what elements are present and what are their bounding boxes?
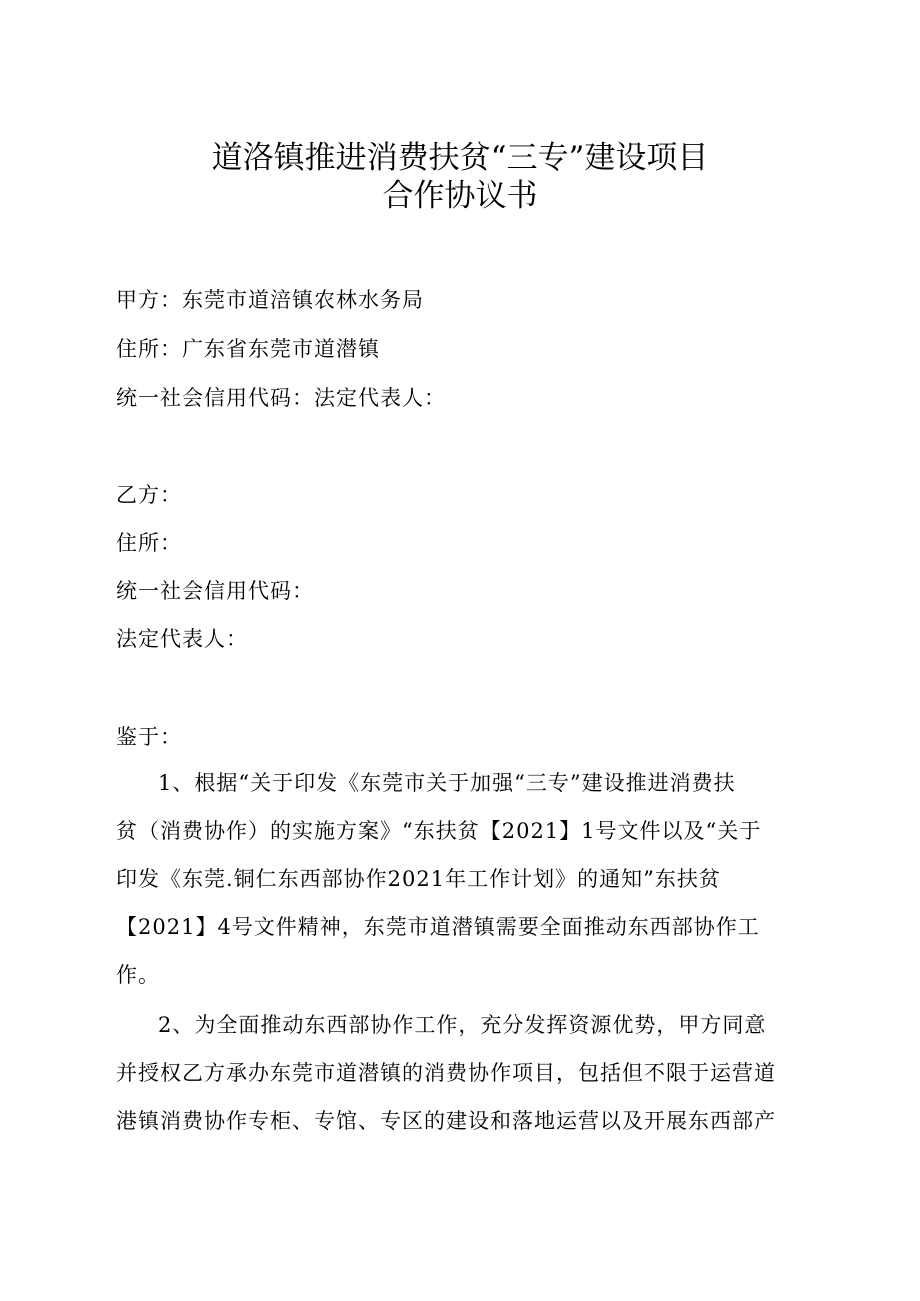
party-a-address: 住所：广东省东莞市道潜镇: [116, 337, 380, 361]
party-b-legal-rep: 法定代表人：: [116, 627, 248, 651]
party-b-credit-code: 统一社会信用代码：: [116, 579, 314, 603]
party-a-credit-code: 统一社会信用代码：法定代表人：: [116, 386, 446, 410]
clause-1-line: 作。: [116, 963, 160, 987]
document-title-line-1: 道洛镇推进消费扶贫“三专”建设项目: [211, 140, 709, 176]
document-title-line-2: 合作协议书: [382, 178, 538, 214]
party-a-name: 甲方：东莞市道涪镇农林水务局: [116, 288, 424, 312]
party-b-name: 乙方：: [116, 483, 182, 507]
clause-1-line: 印发《东莞.铜仁东西部协作2021年工作计划》的通知”东扶贫: [116, 867, 721, 891]
clause-1-line: 1、根据“关于印发《东莞市关于加强“三专”建设推进消费扶: [158, 771, 736, 795]
party-b-address: 住所：: [116, 531, 182, 555]
clause-1-line: 贫（消费协作）的实施方案》“东扶贫【2021】1号文件以及“关于: [116, 819, 762, 843]
clause-1-line: 【2021】4号文件精神，东莞市道潜镇需要全面推动东西部协作工: [116, 915, 760, 939]
clause-2-line: 2、为全面推动东西部协作工作，充分发挥资源优势，甲方同意: [158, 1013, 767, 1037]
clause-2-line: 港镇消费协作专柜、专馆、专区的建设和落地运营以及开展东西部产: [116, 1109, 776, 1133]
whereas-heading: 鉴于：: [116, 725, 182, 749]
clause-2-line: 并授权乙方承办东莞市道潜镇的消费协作项目，包括但不限于运营道: [116, 1061, 776, 1085]
